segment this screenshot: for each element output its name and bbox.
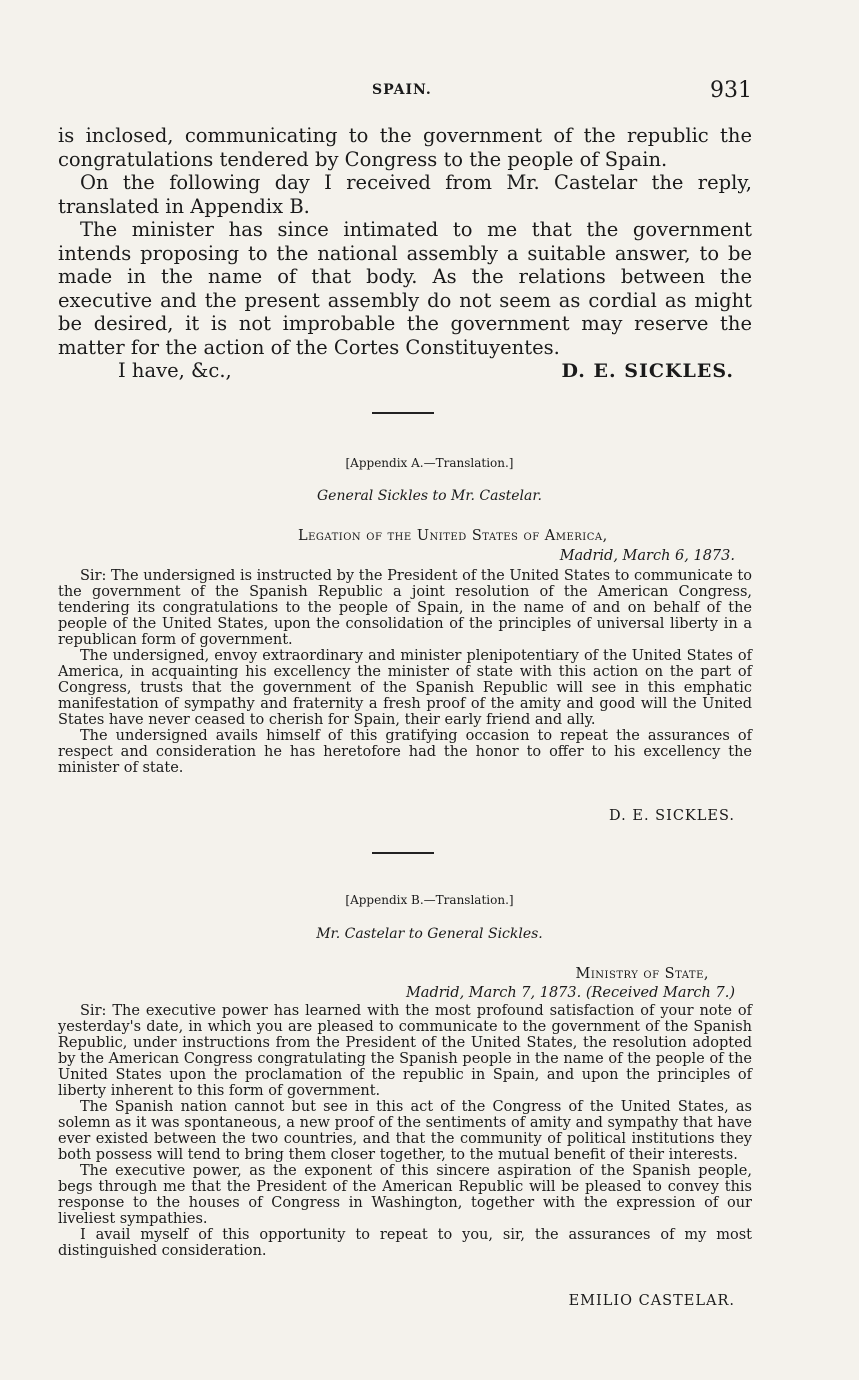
appendix-b-date: Madrid, March 7, 1873. (Received March 7.) xyxy=(405,985,735,1001)
intro-signature: D. E. SICKLES. xyxy=(561,360,734,382)
appendix-b-paragraph-4: I avail myself of this opportunity to repeat to you, sir, the assurances of my most distinguished consideration. xyxy=(58,1227,752,1259)
running-head: SPAIN. xyxy=(372,82,432,98)
intro-paragraph-2: On the following day I received from Mr. Castelar the reply, translated in Appendix B. xyxy=(58,171,752,218)
appendix-a-paragraph-3: The undersigned avails himself of this gratifying occasion to repeat the assurances of respect and consideration he has heretofore had the honor to offer to his excellency the minister of state. xyxy=(58,728,752,776)
page-header xyxy=(58,78,752,108)
appendix-a-title: General Sickles to Mr. Castelar. xyxy=(316,488,542,504)
page-number: 931 xyxy=(710,78,752,103)
appendix-b-body xyxy=(58,1003,752,1259)
intro-paragraph-3: The minister has since intimated to me that the government intends proposing to the national assembly a suitable answer, to be made in the name of that body. As the relations between the executive and the present assembly do not seem as cordial as might be desired, it is not improbable the government may reserve the matter for the action of the Cortes Constituyentes. xyxy=(58,218,752,359)
appendix-a-paragraph-1: Sir: The undersigned is instructed by the President of the United States to communicate to the government of the Spanish Republic a joint resolution of the American Congress, tendering its congratulations to the people of Spain, in the name of and on behalf of the people of the United States, upon the consolidation of the principles of universal liberty in a republican form of government. xyxy=(58,568,752,648)
appendix-a-date: Madrid, March 6, 1873. xyxy=(559,548,735,564)
appendix-a-heading: [Appendix A.—Translation.] xyxy=(345,456,514,470)
intro-section xyxy=(58,124,752,383)
section-divider-2 xyxy=(372,852,434,854)
intro-closing: I have, &c., xyxy=(118,359,232,382)
appendix-b-title: Mr. Castelar to General Sickles. xyxy=(316,926,543,942)
appendix-b-place: Ministry of State, xyxy=(575,966,709,982)
appendix-b-signature: EMILIO CASTELAR. xyxy=(568,1293,735,1309)
appendix-a-paragraph-2: The undersigned, envoy extraordinary and minister plenipotentiary of the United States of America, in acquainting his excellency the minister of state with this action on the part of Congress, trusts that the government of the Spanish Republic will see in this emphatic manifestation of sympathy and fraternity a fresh proof of the amity and good will the United States have never ceased to cherish for Spain, their early friend and ally. xyxy=(58,648,752,728)
appendix-a-place: Legation of the United States of America, xyxy=(298,528,608,544)
section-divider-1 xyxy=(372,412,434,414)
appendix-b-paragraph-1: Sir: The executive power has learned with the most profound satisfaction of your note of yesterday's date, in which you are pleased to communicate to the government of the Spanish Republic, under instructions from the President of the United States, the resolution adopted by the American Congress congratulating the Spanish people in the name of the people of the United States upon the proclamation of the republic in Spain, and upon the principles of liberty inherent to this form of government. xyxy=(58,1003,752,1099)
appendix-a-body xyxy=(58,568,752,776)
appendix-b-heading: [Appendix B.—Translation.] xyxy=(345,893,514,907)
appendix-b-paragraph-2: The Spanish nation cannot but see in this act of the Congress of the United States, as solemn as it was spontaneous, a new proof of the sentiments of amity and sympathy that have ever existed between the two countries, and that the community of political institutions they both possess will tend to bring them closer together, to the mutual benefit of their interests. xyxy=(58,1099,752,1163)
appendix-a-signature: D. E. SICKLES. xyxy=(609,808,735,824)
appendix-b-paragraph-3: The executive power, as the exponent of this sincere aspiration of the Spanish people, begs through me that the President of the American Republic will be pleased to convey this response to the houses of Congress in Washington, together with the expression of our liveliest sympathies. xyxy=(58,1163,752,1227)
intro-paragraph-1: is inclosed, communicating to the government of the republic the congratulations tendered by Congress to the people of Spain. xyxy=(58,124,752,171)
